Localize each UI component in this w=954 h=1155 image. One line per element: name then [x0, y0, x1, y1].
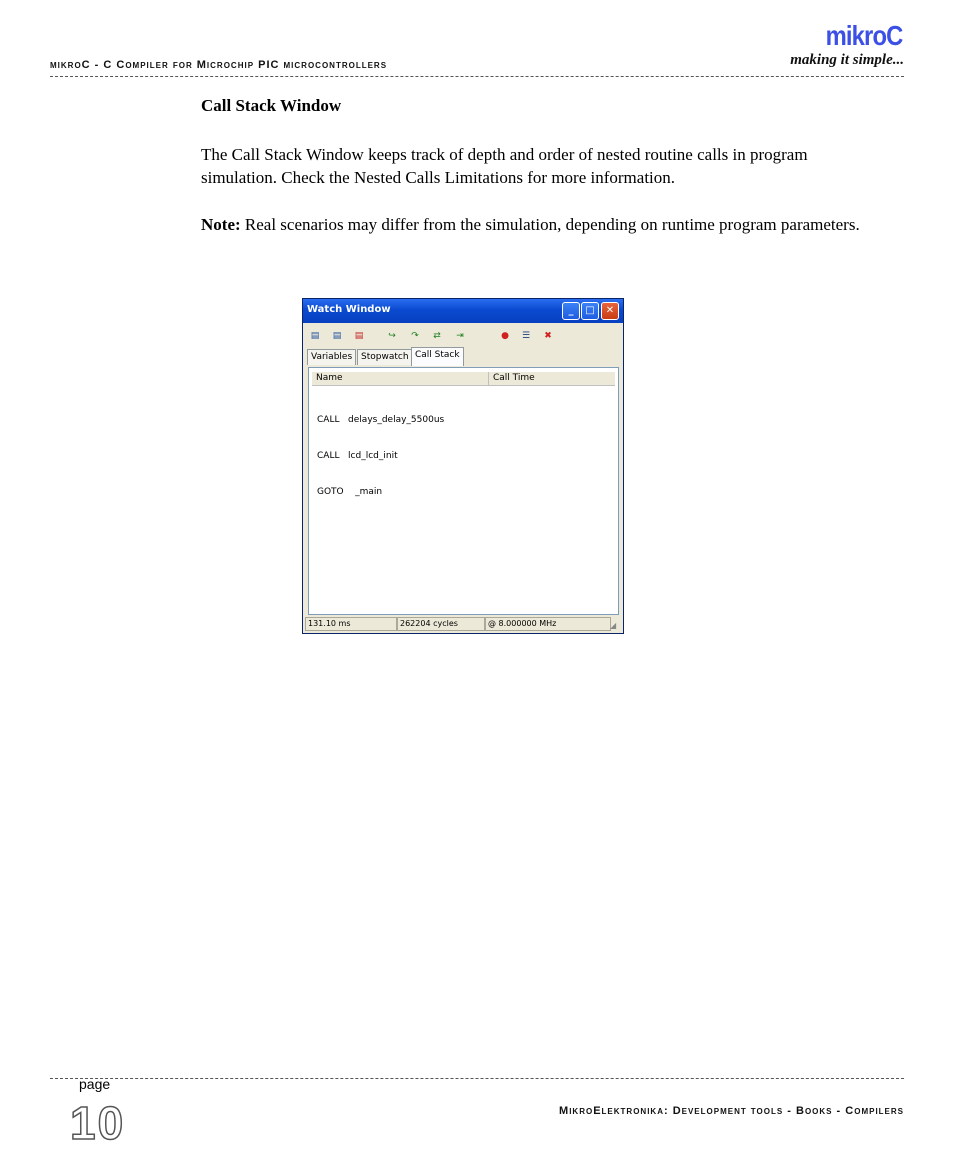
status-cycles: 262204 cycles	[397, 617, 485, 631]
maximize-button[interactable]: □	[581, 302, 599, 320]
status-time: 131.10 ms	[305, 617, 397, 631]
step-over-icon[interactable]: ↷	[411, 331, 419, 341]
remove-watch-icon[interactable]: ▤	[354, 331, 364, 341]
tab-stopwatch[interactable]: Stopwatch	[357, 349, 413, 365]
call-stack-rows	[317, 390, 444, 522]
footer-right-text: MikroElektronika: Development tools - Books - Compilers	[559, 1105, 904, 1117]
call-stack-list[interactable]	[308, 367, 619, 615]
brand-logo: mikroC	[825, 20, 902, 51]
list-item[interactable]: CALL delays_delay_5500us	[317, 415, 445, 425]
column-name[interactable]: Name	[312, 372, 489, 385]
step-into-icon[interactable]: ↪	[388, 331, 396, 341]
tab-variables[interactable]: Variables	[307, 349, 356, 365]
note-text: Real scenarios may differ from the simulation, depending on runtime program parameters.	[240, 215, 860, 234]
window-title: Watch Window	[307, 304, 391, 315]
window-titlebar[interactable]	[303, 299, 623, 323]
status-bar	[305, 617, 621, 632]
step-out-icon[interactable]: ⇄	[433, 331, 441, 341]
note-label: Note:	[201, 215, 241, 234]
note-paragraph	[201, 213, 861, 236]
brand-tagline: making it simple...	[790, 52, 904, 68]
page-number: 10	[70, 1097, 126, 1149]
watch-window	[302, 298, 624, 634]
close-button[interactable]: ✕	[601, 302, 619, 320]
minimize-button[interactable]: _	[562, 302, 580, 320]
add-watch-icon[interactable]: ▤	[310, 331, 320, 341]
breakpoints-list-icon[interactable]: ☰	[521, 331, 531, 341]
run-to-cursor-icon[interactable]: ⇥	[456, 331, 464, 341]
list-item[interactable]: CALL lcd_lcd_init	[317, 451, 398, 461]
list-item[interactable]: GOTO _main	[317, 487, 383, 497]
section-heading: Call Stack Window	[201, 96, 342, 115]
header-divider	[50, 76, 904, 77]
page-label: page	[79, 1076, 111, 1092]
tab-call-stack[interactable]: Call Stack	[411, 347, 464, 366]
column-call-time[interactable]: Call Time	[493, 373, 535, 383]
footer-divider	[50, 1078, 904, 1079]
clear-breakpoints-icon[interactable]: ✖	[544, 331, 552, 341]
status-frequency: @ 8.000000 MHz	[485, 617, 611, 631]
column-header	[312, 372, 615, 386]
resize-grip-icon[interactable]: ◢	[610, 621, 617, 630]
intro-paragraph: The Call Stack Window keeps track of depth and order of nested routine calls in program simulation. Check the Nested Calls Limitations for more information.	[201, 145, 808, 187]
edit-watch-icon[interactable]: ▤	[332, 331, 342, 341]
header-left-text: mikroC - C Compiler for Microchip PIC microcontrollers	[50, 59, 388, 71]
toolbar	[305, 325, 621, 347]
breakpoint-icon[interactable]: ●	[501, 331, 509, 341]
